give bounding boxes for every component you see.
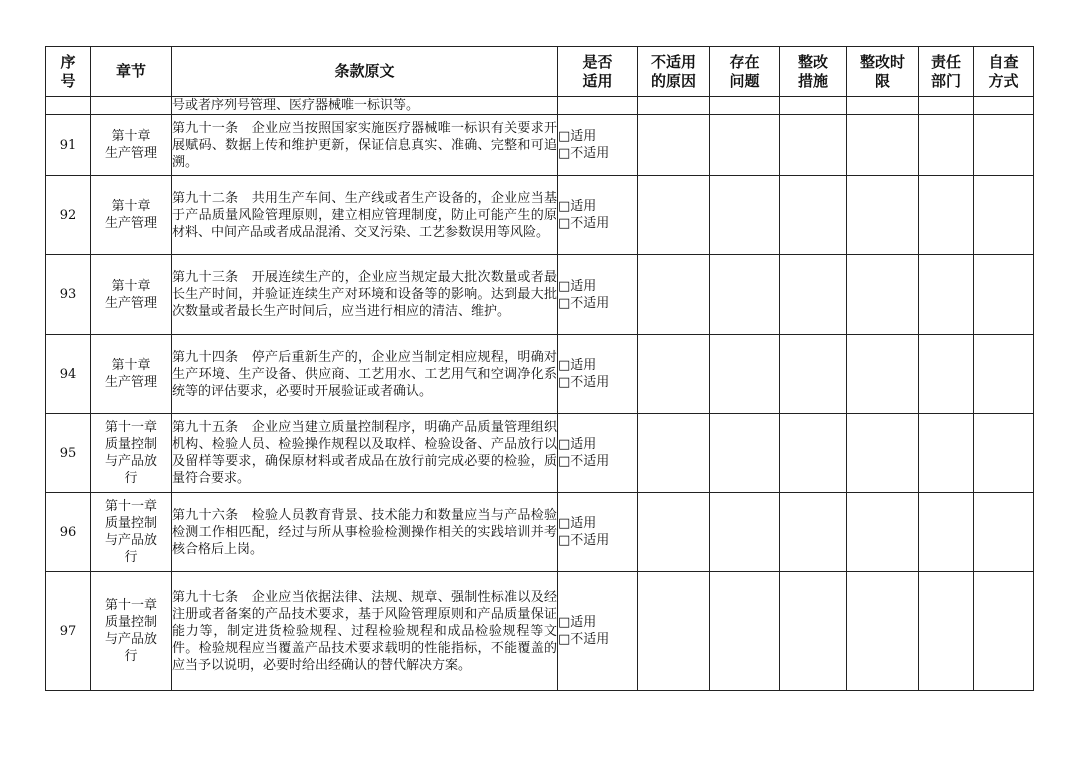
row-chapter: 第十一章 质量控制 与产品放 行 (91, 414, 172, 493)
deadline-cell[interactable] (847, 335, 919, 414)
header-measures: 整改 措施 (780, 47, 847, 97)
header-issues: 存在 问题 (710, 47, 780, 97)
applicability-options (558, 335, 638, 414)
row-clause-text: 第九十三条 开展连续生产的，企业应当规定最大批次数量或者最长生产时间，并验证连续生产对环境和设备等的影响。达到最大批次数量或者最长生产时间后，应当进行相应的清洁、维护。 (172, 255, 558, 335)
header-row (46, 47, 1034, 97)
header-method: 自查 方式 (974, 47, 1034, 97)
measures-cell[interactable] (780, 176, 847, 255)
option-applicable-checkbox[interactable]: □适用 (558, 516, 597, 531)
issues-cell[interactable] (710, 414, 780, 493)
method-cell[interactable] (974, 335, 1034, 414)
option-applicable-checkbox[interactable]: □适用 (558, 358, 597, 373)
department-cell[interactable] (919, 572, 974, 691)
department-cell[interactable] (919, 414, 974, 493)
option-not-applicable-checkbox[interactable]: □不适用 (558, 533, 610, 548)
measures-cell[interactable] (780, 572, 847, 691)
header-clause: 条款原文 (172, 47, 558, 97)
deadline-cell[interactable] (847, 572, 919, 691)
table-row (46, 572, 1034, 691)
department-cell[interactable] (919, 255, 974, 335)
issues-cell[interactable] (710, 335, 780, 414)
row-clause-text: 第九十一条 企业应当按照国家实施医疗器械唯一标识有关要求开展赋码、数据上传和维护更新，保证信息真实、准确、完整和可追溯。 (172, 115, 558, 176)
header-deadline: 整改时 限 (847, 47, 919, 97)
method-cell[interactable] (974, 493, 1034, 572)
table-row (46, 176, 1034, 255)
applicability-options (558, 414, 638, 493)
header-reason: 不适用 的原因 (638, 47, 710, 97)
method-cell[interactable] (974, 255, 1034, 335)
row-number: 94 (46, 335, 91, 414)
option-not-applicable-checkbox[interactable]: □不适用 (558, 295, 610, 311)
option-applicable-checkbox[interactable]: □适用 (558, 615, 597, 630)
row-number: 97 (46, 572, 91, 691)
issues-cell[interactable] (710, 255, 780, 335)
header-department: 责任 部门 (919, 47, 974, 97)
option-applicable-checkbox[interactable]: □适用 (558, 278, 597, 294)
method-cell[interactable] (974, 572, 1034, 691)
table-row (46, 335, 1034, 414)
option-applicable-checkbox[interactable]: □适用 (558, 129, 597, 144)
reason-cell[interactable] (638, 414, 710, 493)
option-not-applicable-checkbox[interactable]: □不适用 (558, 454, 610, 469)
row-number: 96 (46, 493, 91, 572)
department-cell[interactable] (919, 176, 974, 255)
reason-cell[interactable] (638, 335, 710, 414)
row-chapter: 第十章 生产管理 (91, 115, 172, 176)
reason-cell[interactable] (638, 493, 710, 572)
row-chapter: 第十章 生产管理 (91, 255, 172, 335)
table-row (46, 493, 1034, 572)
reason-cell[interactable] (638, 255, 710, 335)
applicability-options (558, 115, 638, 176)
header-applicable: 是否 适用 (558, 47, 638, 97)
row-number: 95 (46, 414, 91, 493)
option-not-applicable-checkbox[interactable]: □不适用 (558, 632, 610, 647)
header-no: 序 号 (46, 47, 91, 97)
option-applicable-checkbox[interactable]: □适用 (558, 437, 597, 452)
header-chapter: 章节 (91, 47, 172, 97)
deadline-cell[interactable] (847, 115, 919, 176)
deadline-cell[interactable] (847, 493, 919, 572)
issues-cell[interactable] (710, 176, 780, 255)
row-clause-text: 第九十五条 企业应当建立质量控制程序，明确产品质量管理组织机构、检验人员、检验操作规程以及取样、检验设备、产品放行以及留样等要求，确保原材料或者成品在放行前完成必要的检验，质量符合要求。 (172, 414, 558, 493)
continuation-clause-text: 号或者序列号管理、医疗器械唯一标识等。 (172, 97, 558, 115)
row-clause-text: 第九十四条 停产后重新生产的，企业应当制定相应规程，明确对生产环境、生产设备、供应商、工艺用水、工艺用气和空调净化系统等的评估要求，必要时开展验证或者确认。 (172, 335, 558, 414)
row-number: 93 (46, 255, 91, 335)
applicability-options (558, 572, 638, 691)
option-applicable-checkbox[interactable]: □适用 (558, 199, 597, 214)
row-chapter: 第十一章 质量控制 与产品放 行 (91, 572, 172, 691)
measures-cell[interactable] (780, 493, 847, 572)
applicability-options (558, 493, 638, 572)
row-number: 92 (46, 176, 91, 255)
table-row (46, 255, 1034, 335)
department-cell[interactable] (919, 493, 974, 572)
deadline-cell[interactable] (847, 255, 919, 335)
measures-cell[interactable] (780, 414, 847, 493)
issues-cell[interactable] (710, 493, 780, 572)
measures-cell[interactable] (780, 255, 847, 335)
row-clause-text: 第九十七条 企业应当依据法律、法规、规章、强制性标准以及经注册或者备案的产品技术要求，基于风险管理原则和产品质量保证能力等，制定进货检验规程、过程检验规程和成品检验规程等文件。检验规程应当覆盖产品技术要求载明的性能指标，不能覆盖的应当予以说明，必要时给出经确认的替代解决方案。 (172, 572, 558, 691)
reason-cell[interactable] (638, 115, 710, 176)
reason-cell[interactable] (638, 176, 710, 255)
self-inspection-table (45, 46, 1034, 691)
row-chapter: 第十一章 质量控制 与产品放 行 (91, 493, 172, 572)
deadline-cell[interactable] (847, 176, 919, 255)
row-clause-text: 第九十六条 检验人员教育背景、技术能力和数量应当与产品检验检测工作相匹配，经过与所从事检验检测操作相关的实践培训并考核合格后上岗。 (172, 493, 558, 572)
row-chapter: 第十章 生产管理 (91, 335, 172, 414)
method-cell[interactable] (974, 176, 1034, 255)
row-number: 91 (46, 115, 91, 176)
table-row (46, 414, 1034, 493)
option-not-applicable-checkbox[interactable]: □不适用 (558, 146, 610, 161)
applicability-options (558, 176, 638, 255)
department-cell[interactable] (919, 115, 974, 176)
table-row (46, 115, 1034, 176)
row-clause-text: 第九十二条 共用生产车间、生产线或者生产设备的，企业应当基于产品质量风险管理原则，建立相应管理制度，防止可能产生的原材料、中间产品或者成品混淆、交叉污染、工艺参数误用等风险。 (172, 176, 558, 255)
issues-cell[interactable] (710, 115, 780, 176)
method-cell[interactable] (974, 414, 1034, 493)
applicability-options (558, 255, 638, 335)
reason-cell[interactable] (638, 572, 710, 691)
issues-cell[interactable] (710, 572, 780, 691)
measures-cell[interactable] (780, 335, 847, 414)
department-cell[interactable] (919, 335, 974, 414)
deadline-cell[interactable] (847, 414, 919, 493)
option-not-applicable-checkbox[interactable]: □不适用 (558, 216, 610, 231)
continuation-row (46, 97, 1034, 115)
measures-cell[interactable] (780, 115, 847, 176)
method-cell[interactable] (974, 115, 1034, 176)
option-not-applicable-checkbox[interactable]: □不适用 (558, 375, 610, 390)
row-chapter: 第十章 生产管理 (91, 176, 172, 255)
